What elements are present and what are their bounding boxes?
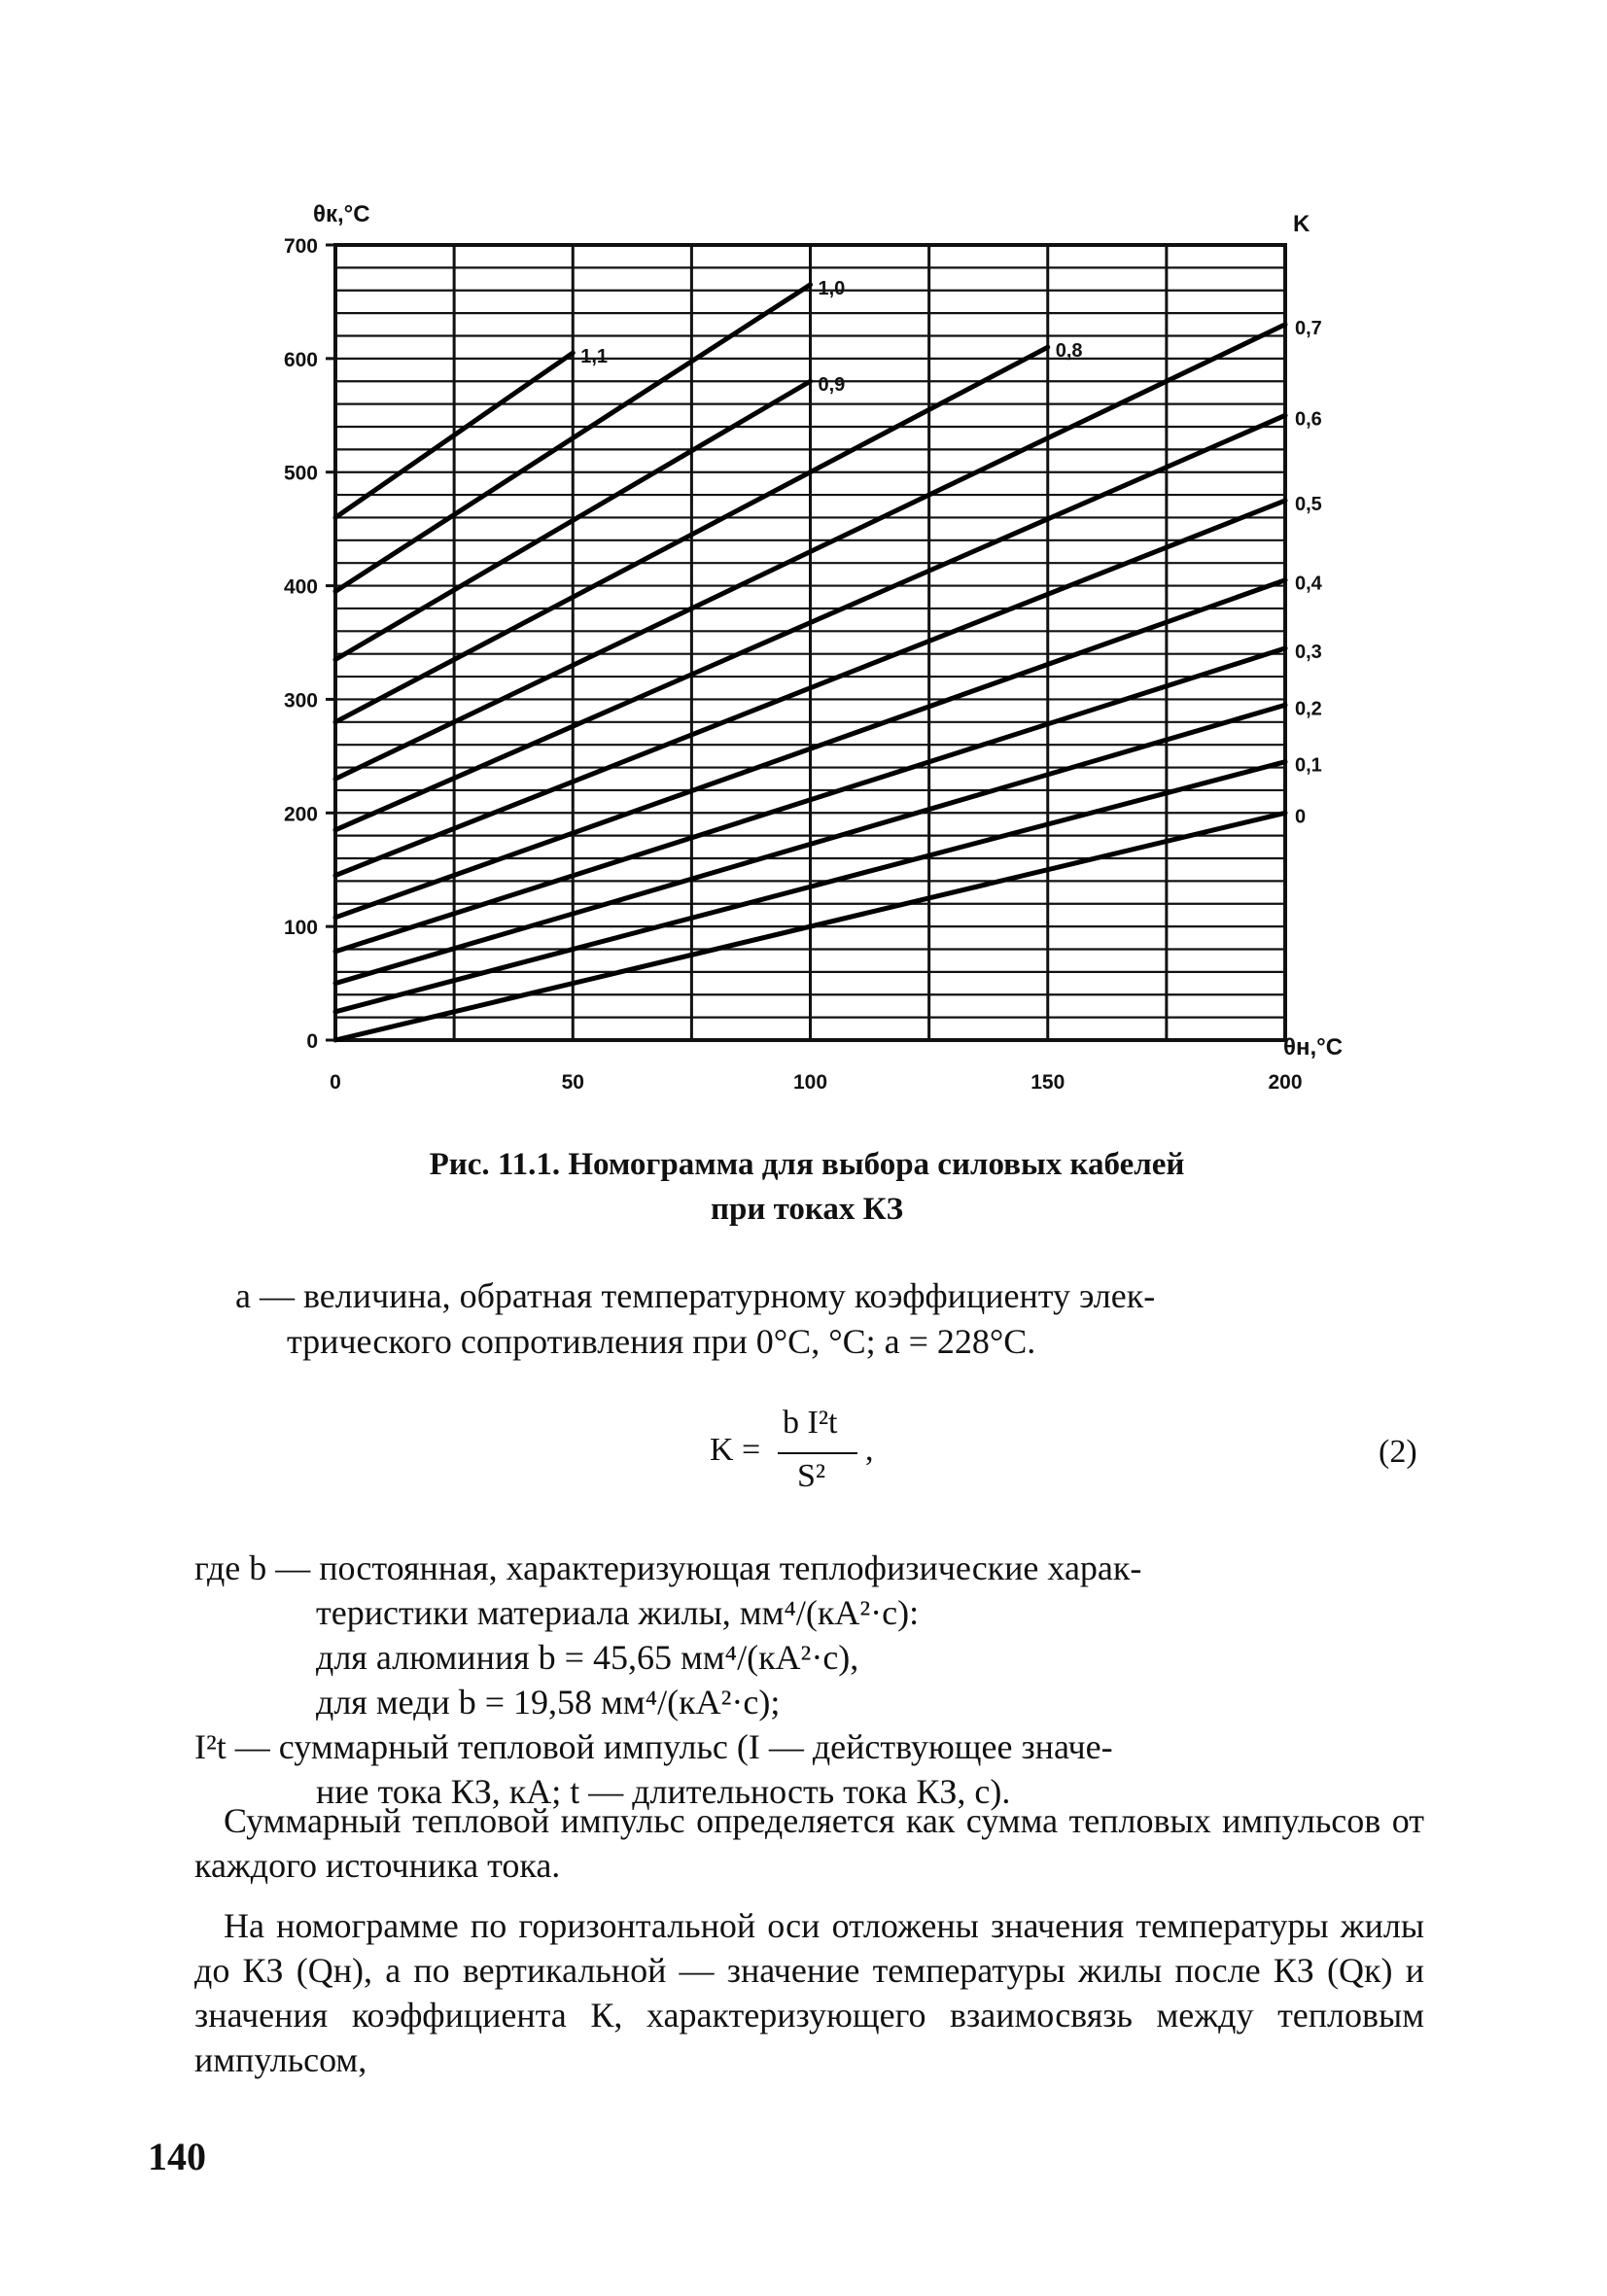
k-inline-label: 0,8 xyxy=(1055,340,1083,363)
def-i2t-line-2: ние тока КЗ, кА; t — длительность тока КЗ, с). xyxy=(316,1772,1011,1811)
x-tick-label: 200 xyxy=(1268,1071,1303,1094)
formula-numerator: b I²t xyxy=(783,1405,838,1441)
y-tick-label: 200 xyxy=(283,803,318,826)
page-number: 140 xyxy=(148,2135,206,2178)
def-b-line-1: где b — постоянная, характеризующая теплофизические харак- xyxy=(194,1548,1142,1587)
formula-denominator: S² xyxy=(797,1458,826,1494)
k-label: 0,7 xyxy=(1295,317,1322,339)
x-tick-label: 50 xyxy=(561,1071,584,1094)
k-label: 0,4 xyxy=(1295,573,1322,595)
caption-line-1: Рис. 11.1. Номограмма для выбора силовых кабелей xyxy=(429,1147,1185,1182)
k-inline-label: 0,9 xyxy=(818,374,846,397)
x-tick-label: 150 xyxy=(1031,1071,1066,1094)
def-b-line-2: теристики материала жилы, мм⁴/(кА²·с): xyxy=(316,1593,920,1632)
y-tick-label: 500 xyxy=(283,462,318,485)
paragraph-thermal-impulse: Суммарный тепловой импульс определяется как сумма тепловых импульсов от каждого источника тока. xyxy=(194,1801,1424,1885)
y-axis-title: θк,°C xyxy=(313,201,370,227)
x-tick-label: 100 xyxy=(792,1071,828,1094)
formula-k xyxy=(710,1405,1001,1521)
fraction-bar xyxy=(778,1452,857,1454)
paragraph-nomogram-description: На номограмме по горизонтальной оси отложены значения температуры жилы до КЗ (Qн), а по вертикальной — значение температуры жилы после КЗ (Qк) и значения коэффициента К, характеризующего взаимосвязь между тепловым импульсом, xyxy=(194,1906,1424,2079)
formula-lhs: K = xyxy=(710,1432,761,1468)
right-axis-title: K xyxy=(1293,211,1310,237)
y-tick-label: 100 xyxy=(283,917,318,940)
y-tick-label: 0 xyxy=(306,1030,318,1053)
para-a-line-1: а — величина, обратная температурному коэффициенту элек- xyxy=(235,1276,1156,1315)
y-tick-label: 700 xyxy=(283,235,318,258)
chart-grid xyxy=(335,245,1285,1040)
k-label: 0,1 xyxy=(1295,754,1322,777)
x-tick-label: 0 xyxy=(330,1071,341,1094)
k-label: 0,5 xyxy=(1295,493,1322,515)
definitions-block xyxy=(194,1546,1424,1814)
k-inline-label: 1,1 xyxy=(580,346,609,368)
y-tick-label: 600 xyxy=(283,348,318,371)
x-axis-ticks xyxy=(330,1071,1302,1094)
equation-number: (2) xyxy=(1379,1434,1417,1470)
para-a-line-2: трического сопротивления при 0°С, °С; а = 228°С. xyxy=(287,1322,1036,1361)
paragraph-a-definition xyxy=(194,1273,1424,1365)
caption-line-2: при токах КЗ xyxy=(710,1192,904,1227)
formula-comma: , xyxy=(865,1432,874,1468)
k-label: 0 xyxy=(1295,806,1307,828)
k-label: 0,3 xyxy=(1295,641,1322,663)
def-i2t-line-1: I²t — суммарный тепловой импульс (I — действующее значе- xyxy=(194,1727,1113,1766)
k-label: 0,2 xyxy=(1295,698,1322,720)
y-tick-label: 300 xyxy=(283,689,318,713)
nomogram-chart xyxy=(0,0,1607,1128)
def-b-aluminium: для алюминия b = 45,65 мм⁴/(кА²·с), xyxy=(316,1638,859,1677)
y-tick-label: 400 xyxy=(283,575,318,599)
def-b-copper: для меди b = 19,58 мм⁴/(кА²·с); xyxy=(316,1683,781,1722)
x-axis-title: θн,°C xyxy=(1283,1034,1344,1061)
k-axis-labels xyxy=(1295,318,1323,827)
k-label: 0,6 xyxy=(1295,408,1322,431)
y-axis-ticks xyxy=(284,235,335,1053)
k-inline-label: 1,0 xyxy=(818,277,846,299)
figure-caption xyxy=(292,1142,1322,1232)
